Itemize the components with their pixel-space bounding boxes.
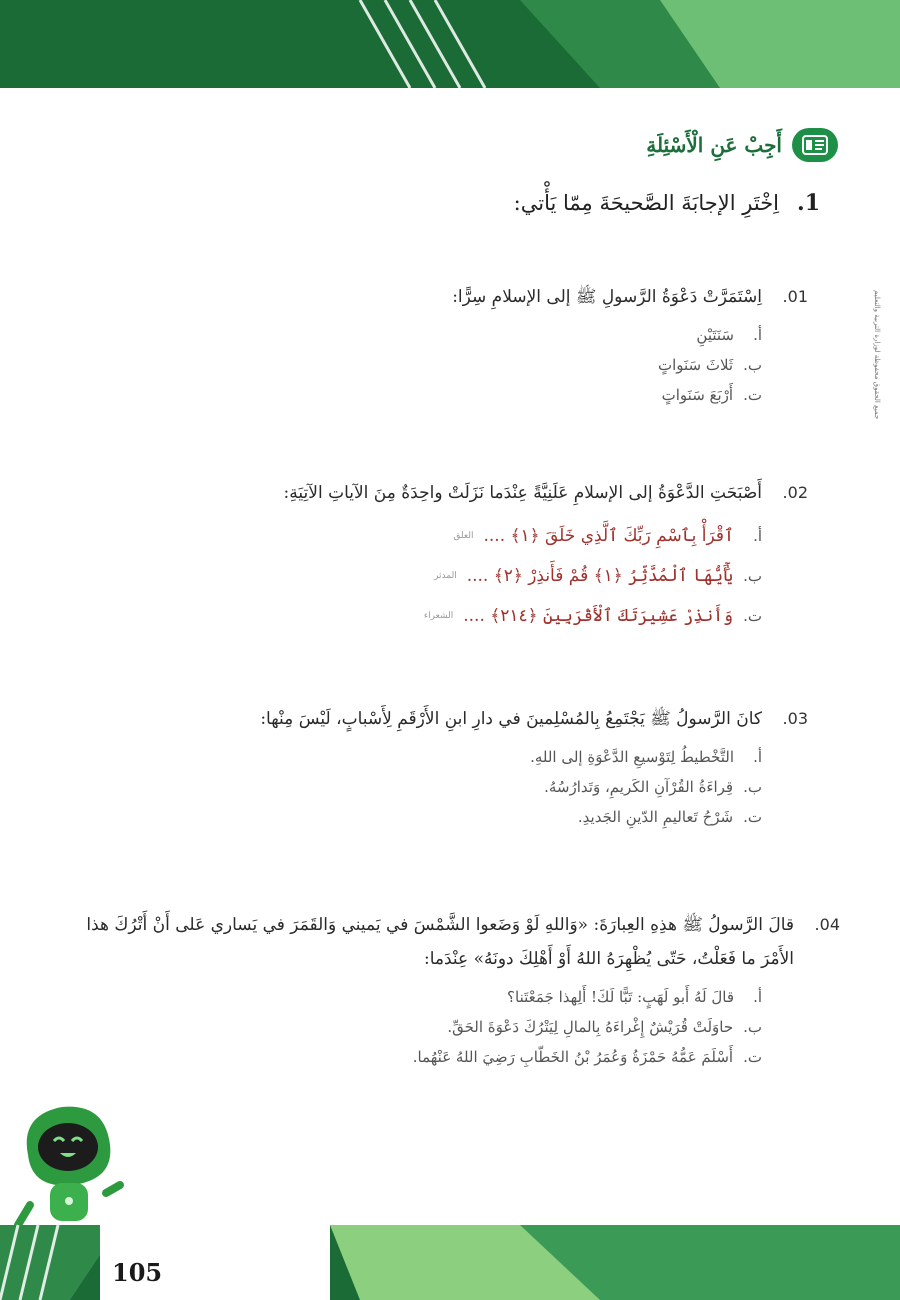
verse-reference: الشعراء — [423, 611, 454, 621]
question-text: أَصْبَحَتِ الدَّعْوَةُ إلى الإسلامِ عَلَنِيَّةً عِنْدَما نَزَلَتْ واحِدَةٌ مِنَ الآياتِ الآتِيَةِ: — [283, 483, 762, 503]
option-letter: ب. — [743, 567, 762, 585]
verse-text: وَأَنذِرْ عَشِيرَتَكَ ٱلْأَقْرَبِينَ ﴿٢١٤﴾ .... — [463, 606, 734, 626]
question-list-icon — [792, 128, 838, 162]
question-number: 01. — [782, 287, 808, 306]
page-number: 105 — [112, 1258, 163, 1287]
option-text: سَنَتَيْنِ — [696, 326, 734, 344]
question-number: 04. — [814, 915, 840, 934]
question-text: قالَ الرَّسولُ ﷺ هذِهِ العِبارَةَ: «وَاللهِ لَوْ وَضَعوا الشَّمْسَ في يَميني وَالقَمَرَ في يَساري عَلى أَنْ أَتْرُكَ هذا الأَمْرَ ما فَعَلْتُ، حَتّى يُظْهِرَهُ اللهُ أَوْ أَهْلِكَ دونَهُ» عِنْدَما: — [86, 915, 794, 969]
option-item[interactable] — [58, 380, 762, 410]
question-04 — [50, 908, 840, 1072]
options-list — [58, 516, 762, 636]
option-letter: ت. — [743, 1048, 762, 1066]
option-letter: ب. — [743, 1018, 762, 1036]
options-list — [58, 320, 762, 410]
main-question — [514, 190, 820, 216]
option-letter: أ. — [753, 326, 762, 344]
option-item[interactable] — [58, 742, 762, 772]
option-letter: ت. — [743, 808, 762, 826]
option-letter: أ. — [753, 988, 762, 1006]
option-item[interactable] — [58, 350, 762, 380]
verse-reference: العلق — [453, 531, 474, 541]
option-text: ثَلاثَ سَنَواتٍ — [657, 356, 734, 374]
options-list — [58, 742, 762, 832]
option-letter: أ. — [753, 748, 762, 766]
question-number: 03. — [782, 709, 808, 728]
side-copyright-note: جميع الحقوق محفوظة لوزارة التربية والتعليم — [873, 290, 881, 420]
option-text: قِراءَةُ القُرْآنِ الكَريمِ، وَتَدارُسُهُ. — [544, 778, 734, 796]
option-letter: ت. — [743, 386, 762, 404]
robot-mascot-icon — [10, 1085, 130, 1225]
question-02 — [58, 476, 808, 636]
option-item[interactable] — [58, 772, 762, 802]
option-item[interactable] — [50, 982, 762, 1012]
option-text: أَسْلَمَ عَمُّهُ حَمْزَةُ وَعُمَرُ بْنُ الخَطّابِ رَضِيَ اللهُ عَنْهُما. — [412, 1048, 734, 1066]
option-text: حاوَلَتْ قُرَيْشٌ إِغْراءَهُ بِالمالِ لِيَتْرُكَ دَعْوَةَ الحَقِّ. — [447, 1018, 734, 1036]
option-item[interactable] — [58, 320, 762, 350]
option-letter: ب. — [743, 356, 762, 374]
option-item[interactable] — [58, 516, 762, 556]
header-band — [0, 0, 900, 88]
option-item[interactable] — [50, 1042, 762, 1072]
options-list — [50, 982, 762, 1072]
option-letter: ب. — [743, 778, 762, 796]
question-number: 02. — [782, 483, 808, 502]
question-text: كانَ الرَّسولُ ﷺ يَجْتَمِعُ بِالمُسْلِمينَ في دارِ ابنِ الأَرْقَمِ لِأَسْبابٍ، لَيْسَ مِنْها: — [260, 709, 762, 729]
option-item[interactable] — [58, 802, 762, 832]
verse-text: يَٰٓأَيُّهَا ٱلْمُدَّثِّرُ ﴿١﴾ قُمْ فَأَنذِرْ ﴿٢﴾ .... — [466, 566, 734, 586]
section-title: أَجِبْ عَنِ الْأَسْئِلَةِ — [646, 133, 782, 157]
option-text: أَرْبَعَ سَنَواتٍ — [661, 386, 734, 404]
main-question-number: 1. — [797, 190, 820, 216]
option-text: قالَ لَهُ أَبو لَهَبٍ: تَبًّا لَكَ! أَلِهذا جَمَعْتَنا؟ — [507, 988, 734, 1006]
option-item[interactable] — [58, 556, 762, 596]
option-letter: ت. — [743, 607, 762, 625]
verse-text: ٱقْرَأْ بِٱسْمِ رَبِّكَ ٱلَّذِي خَلَقَ ﴿١﴾ .... — [483, 526, 734, 546]
question-03 — [58, 702, 808, 832]
option-text: التَّخْطيطُ لِتَوْسيعِ الدَّعْوَةِ إلى اللهِ. — [530, 748, 734, 766]
verse-reference: المدثر — [434, 571, 457, 581]
option-text: شَرْحُ تَعاليمِ الدّينِ الجَديدِ. — [577, 808, 734, 826]
main-question-text: اِخْتَرِ الإجابَةَ الصَّحيحَةَ مِمّا يَأْتي: — [513, 191, 780, 215]
question-text: اِسْتَمَرَّتْ دَعْوَةُ الرَّسولِ ﷺ إلى الإسلامِ سِرًّا: — [452, 287, 762, 307]
option-item[interactable] — [50, 1012, 762, 1042]
section-heading — [646, 128, 838, 162]
option-letter: أ. — [753, 527, 762, 545]
option-item[interactable] — [58, 596, 762, 636]
question-01 — [58, 280, 808, 410]
